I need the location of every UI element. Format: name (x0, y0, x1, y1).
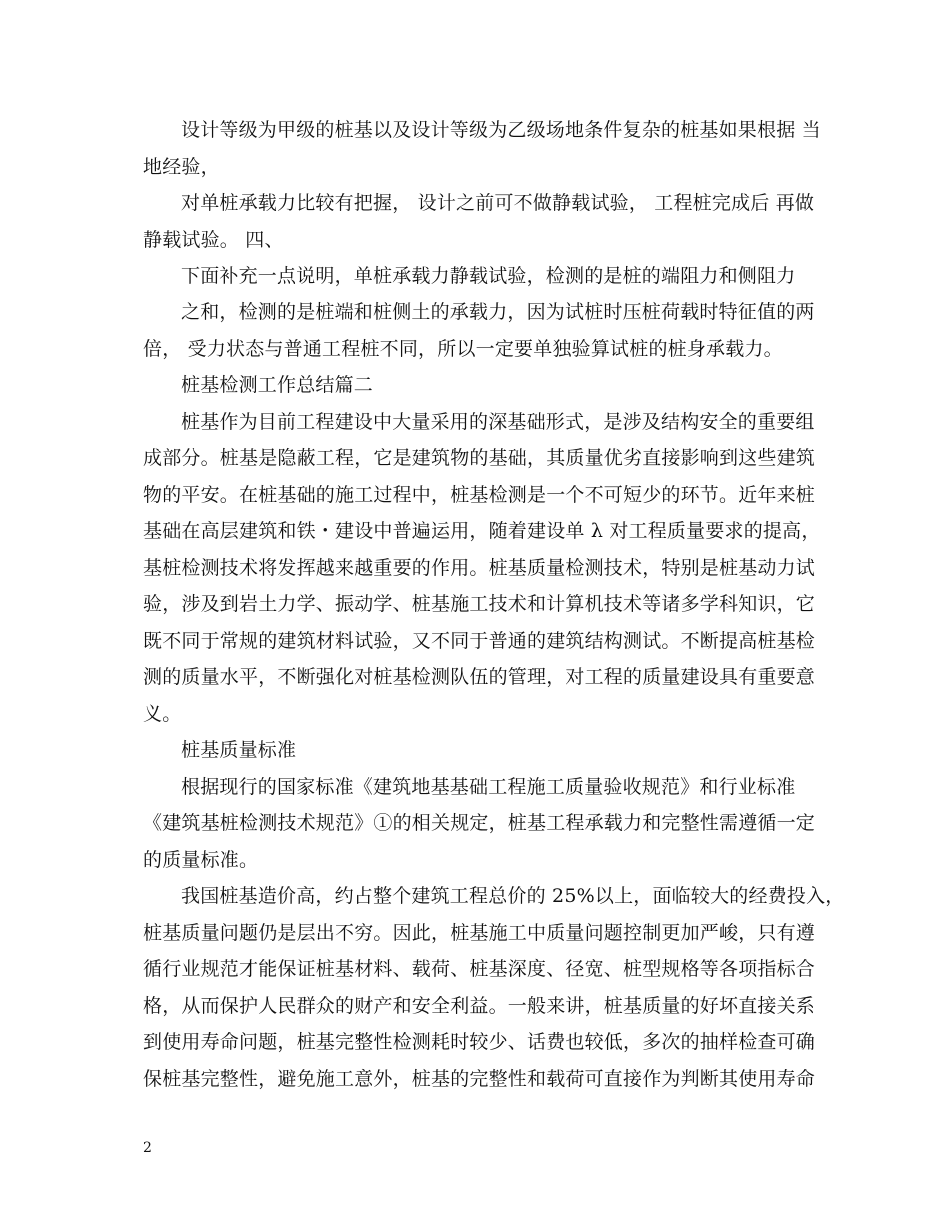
text-line: 根据现行的国家标准《建筑地基基础工程施工质量验收规范》和行业标准 (181, 776, 796, 798)
text-line: 保桩基完整性，避免施工意外，桩基的完整性和载荷可直接作为判断其使用寿命 (143, 1068, 816, 1090)
text-line: 的质量标准。 (143, 849, 259, 871)
text-line: 基桩检测技术将发挥越来越重要的作用。桩基质量检测技术，特别是桩基动力试 (143, 557, 816, 579)
text-line: 之和，检测的是桩端和桩侧土的承载力，因为试桩时压桩荷载时特征值的两 (181, 301, 815, 323)
text-line: 设计等级为甲级的桩基以及设计等级为乙级场地条件复杂的桩基如果根据 当 (181, 119, 821, 141)
text-line: 对单桩承载力比较有把握， 设计之前可不做静载试验， 工程桩完成后 再做 (181, 192, 815, 214)
text-line: 到使用寿命问题，桩基完整性检测耗时较少、话费也较低，多次的抽样检查可确 (143, 1031, 816, 1053)
text-line: 我国桩基造价高，约占整个建筑工程总价的 25%以上，面临较大的经费投入， (181, 885, 845, 907)
text-line: 桩基作为目前工程建设中大量采用的深基础形式，是涉及结构安全的重要组 (181, 411, 815, 433)
section-heading: 桩基质量标准 (181, 739, 297, 761)
text-line: 循行业规范才能保证桩基材料、载荷、桩基深度、径宽、桩型规格等各项指标合 (143, 958, 816, 980)
text-line: 成部分。桩基是隐蔽工程，它是建筑物的基础，其质量优劣直接影响到这些建筑 (143, 447, 816, 469)
text-line: 地经验， (143, 156, 220, 178)
page-number: 2 (143, 1140, 152, 1156)
text-line: 基础在高层建筑和铁・建设中普遍运用，随着建设单 λ 对工程质量要求的提高， (143, 520, 821, 542)
section-heading: 桩基检测工作总结篇二 (181, 374, 374, 396)
text-line: 既不同于常规的建筑材料试验，又不同于普通的建筑结构测试。不断提高桩基检 (143, 630, 816, 652)
text-line: 倍， 受力状态与普通工程桩不同，所以一定要单独验算试桩的桩身承载力。 (143, 338, 783, 360)
text-line: 《建筑基桩检测技术规范》①的相关规定，桩基工程承载力和完整性需遵循一定 (143, 812, 816, 834)
text-line: 桩基质量问题仍是层出不穷。因此，桩基施工中质量问题控制更加严峻，只有遵 (143, 922, 816, 944)
text-line: 验，涉及到岩土力学、振动学、桩基施工技术和计算机技术等诸多学科知识，它 (143, 593, 816, 615)
text-line: 物的平安。在桩基础的施工过程中，桩基检测是一个不可短少的环节。近年来桩 (143, 484, 816, 506)
text-line: 下面补充一点说明，单桩承载力静载试验，检测的是桩的端阻力和侧阻力 (181, 265, 796, 287)
text-line: 静载试验。 四、 (143, 229, 284, 251)
text-line: 义。 (143, 703, 182, 725)
text-line: 测的质量水平，不断强化对桩基检测队伍的管理，对工程的质量建设具有重要意 (143, 666, 816, 688)
text-line: 格，从而保护人民群众的财产和安全利益。一般来讲，桩基质量的好坏直接关系 (143, 995, 816, 1017)
